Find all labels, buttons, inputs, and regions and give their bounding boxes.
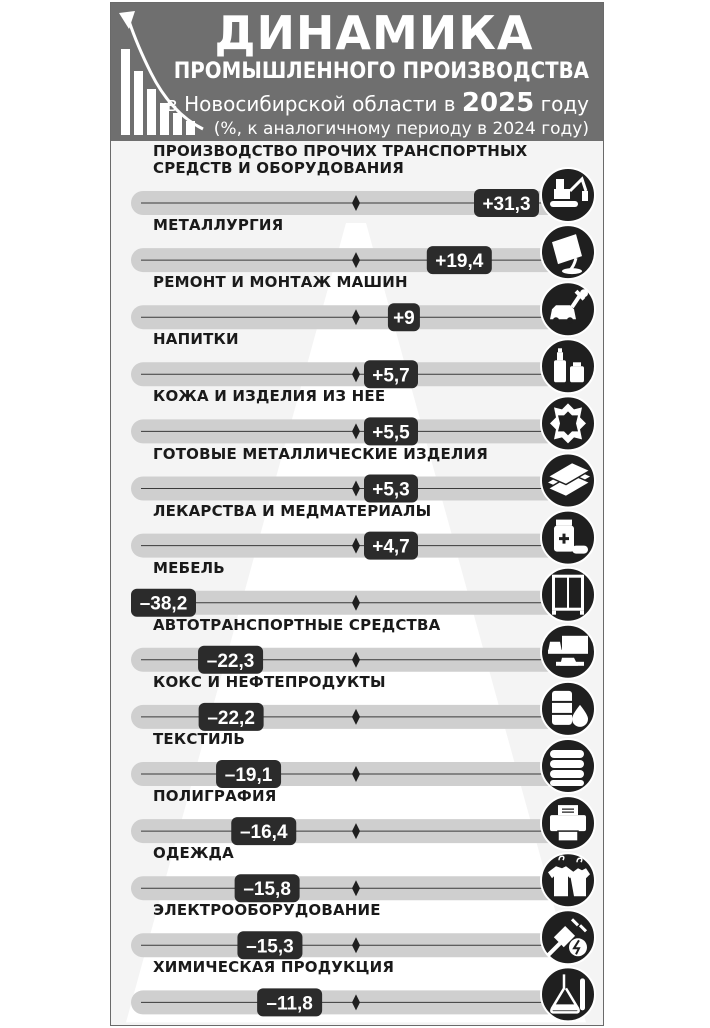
metal-sheets-icon xyxy=(541,454,595,508)
value-label: +9 xyxy=(393,308,415,330)
subtitle-prefix: в Новосибирской области в xyxy=(165,92,462,116)
category-label: ХИМИЧЕСКАЯ ПРОДУКЦИЯ xyxy=(153,958,395,977)
electric-plug-icon xyxy=(541,910,595,964)
value-label: –11,8 xyxy=(266,993,313,1015)
truck-car-icon xyxy=(541,625,595,679)
infographic-frame xyxy=(110,2,604,1026)
header xyxy=(111,3,603,141)
category-label: МЕТАЛЛУРГИЯ xyxy=(153,216,284,235)
category-label: РЕМОНТ И МОНТАЖ МАШИН xyxy=(153,273,408,292)
car-wrench-icon xyxy=(541,282,595,336)
value-label: +5,5 xyxy=(372,422,410,444)
category-label: НАПИТКИ xyxy=(153,330,239,349)
value-label: +5,3 xyxy=(372,479,410,501)
subtitle-year: 2025 xyxy=(461,88,535,118)
chart-area xyxy=(111,143,603,1025)
value-label: +4,7 xyxy=(372,536,410,558)
ladle-icon xyxy=(541,225,595,279)
value-label: –15,8 xyxy=(243,879,291,901)
category-label: ЭЛЕКТРООБОРУДОВАНИЕ xyxy=(153,901,381,920)
page-title: ДИНАМИКА xyxy=(214,6,534,60)
printer-icon xyxy=(541,796,595,850)
subtitle-line3: (%, к аналогичному периоду в 2024 году) xyxy=(213,119,589,139)
category-label: КОКС И НЕФТЕПРОДУКТЫ xyxy=(153,672,386,691)
flask-icon xyxy=(541,967,595,1021)
value-label: +5,7 xyxy=(372,365,410,387)
category-label: ПРОИЗВОДСТВО ПРОЧИХ ТРАНСПОРТНЫХ СРЕДСТВ И ОБОРУДОВАНИЯ xyxy=(153,142,528,177)
medicine-icon xyxy=(541,511,595,565)
category-label: ЛЕКАРСТВА И МЕДМАТЕРИАЛЫ xyxy=(153,501,432,520)
bottles-icon xyxy=(541,339,595,393)
category-label: ПОЛИГРАФИЯ xyxy=(153,787,277,806)
value-label: –16,4 xyxy=(239,822,288,844)
category-label: ГОТОВЫЕ МЕТАЛЛИЧЕСКИЕ ИЗДЕЛИЯ xyxy=(153,444,489,463)
value-label: +19,4 xyxy=(435,251,484,273)
category-label: ТЕКСТИЛЬ xyxy=(153,730,246,748)
category-label: АВТОТРАНСПОРТНЫЕ СРЕДСТВА xyxy=(153,615,441,634)
value-label: –38,2 xyxy=(139,593,188,615)
value-label: –22,2 xyxy=(207,707,255,729)
value-label: +31,3 xyxy=(482,194,531,215)
clothes-icon xyxy=(541,853,595,907)
value-label: –19,1 xyxy=(224,765,273,786)
value-label: –22,3 xyxy=(206,650,255,672)
excavator-icon xyxy=(541,168,595,222)
wardrobe-icon xyxy=(541,568,595,622)
category-label: МЕБЕЛЬ xyxy=(153,558,225,577)
category-label: ОДЕЖДА xyxy=(153,844,234,863)
subtitle-suffix: году xyxy=(534,92,589,116)
fabric-stack-icon xyxy=(541,739,595,793)
leather-hide-icon xyxy=(541,396,595,450)
value-label: –15,3 xyxy=(246,936,294,958)
category-label: КОЖА И ИЗДЕЛИЯ ИЗ НЕЕ xyxy=(153,387,386,406)
subtitle-line1: ПРОМЫШЛЕННОГО ПРОИЗВОДСТВА xyxy=(173,59,589,84)
subtitle-line2 xyxy=(166,88,589,118)
oil-barrel-icon xyxy=(541,682,595,736)
